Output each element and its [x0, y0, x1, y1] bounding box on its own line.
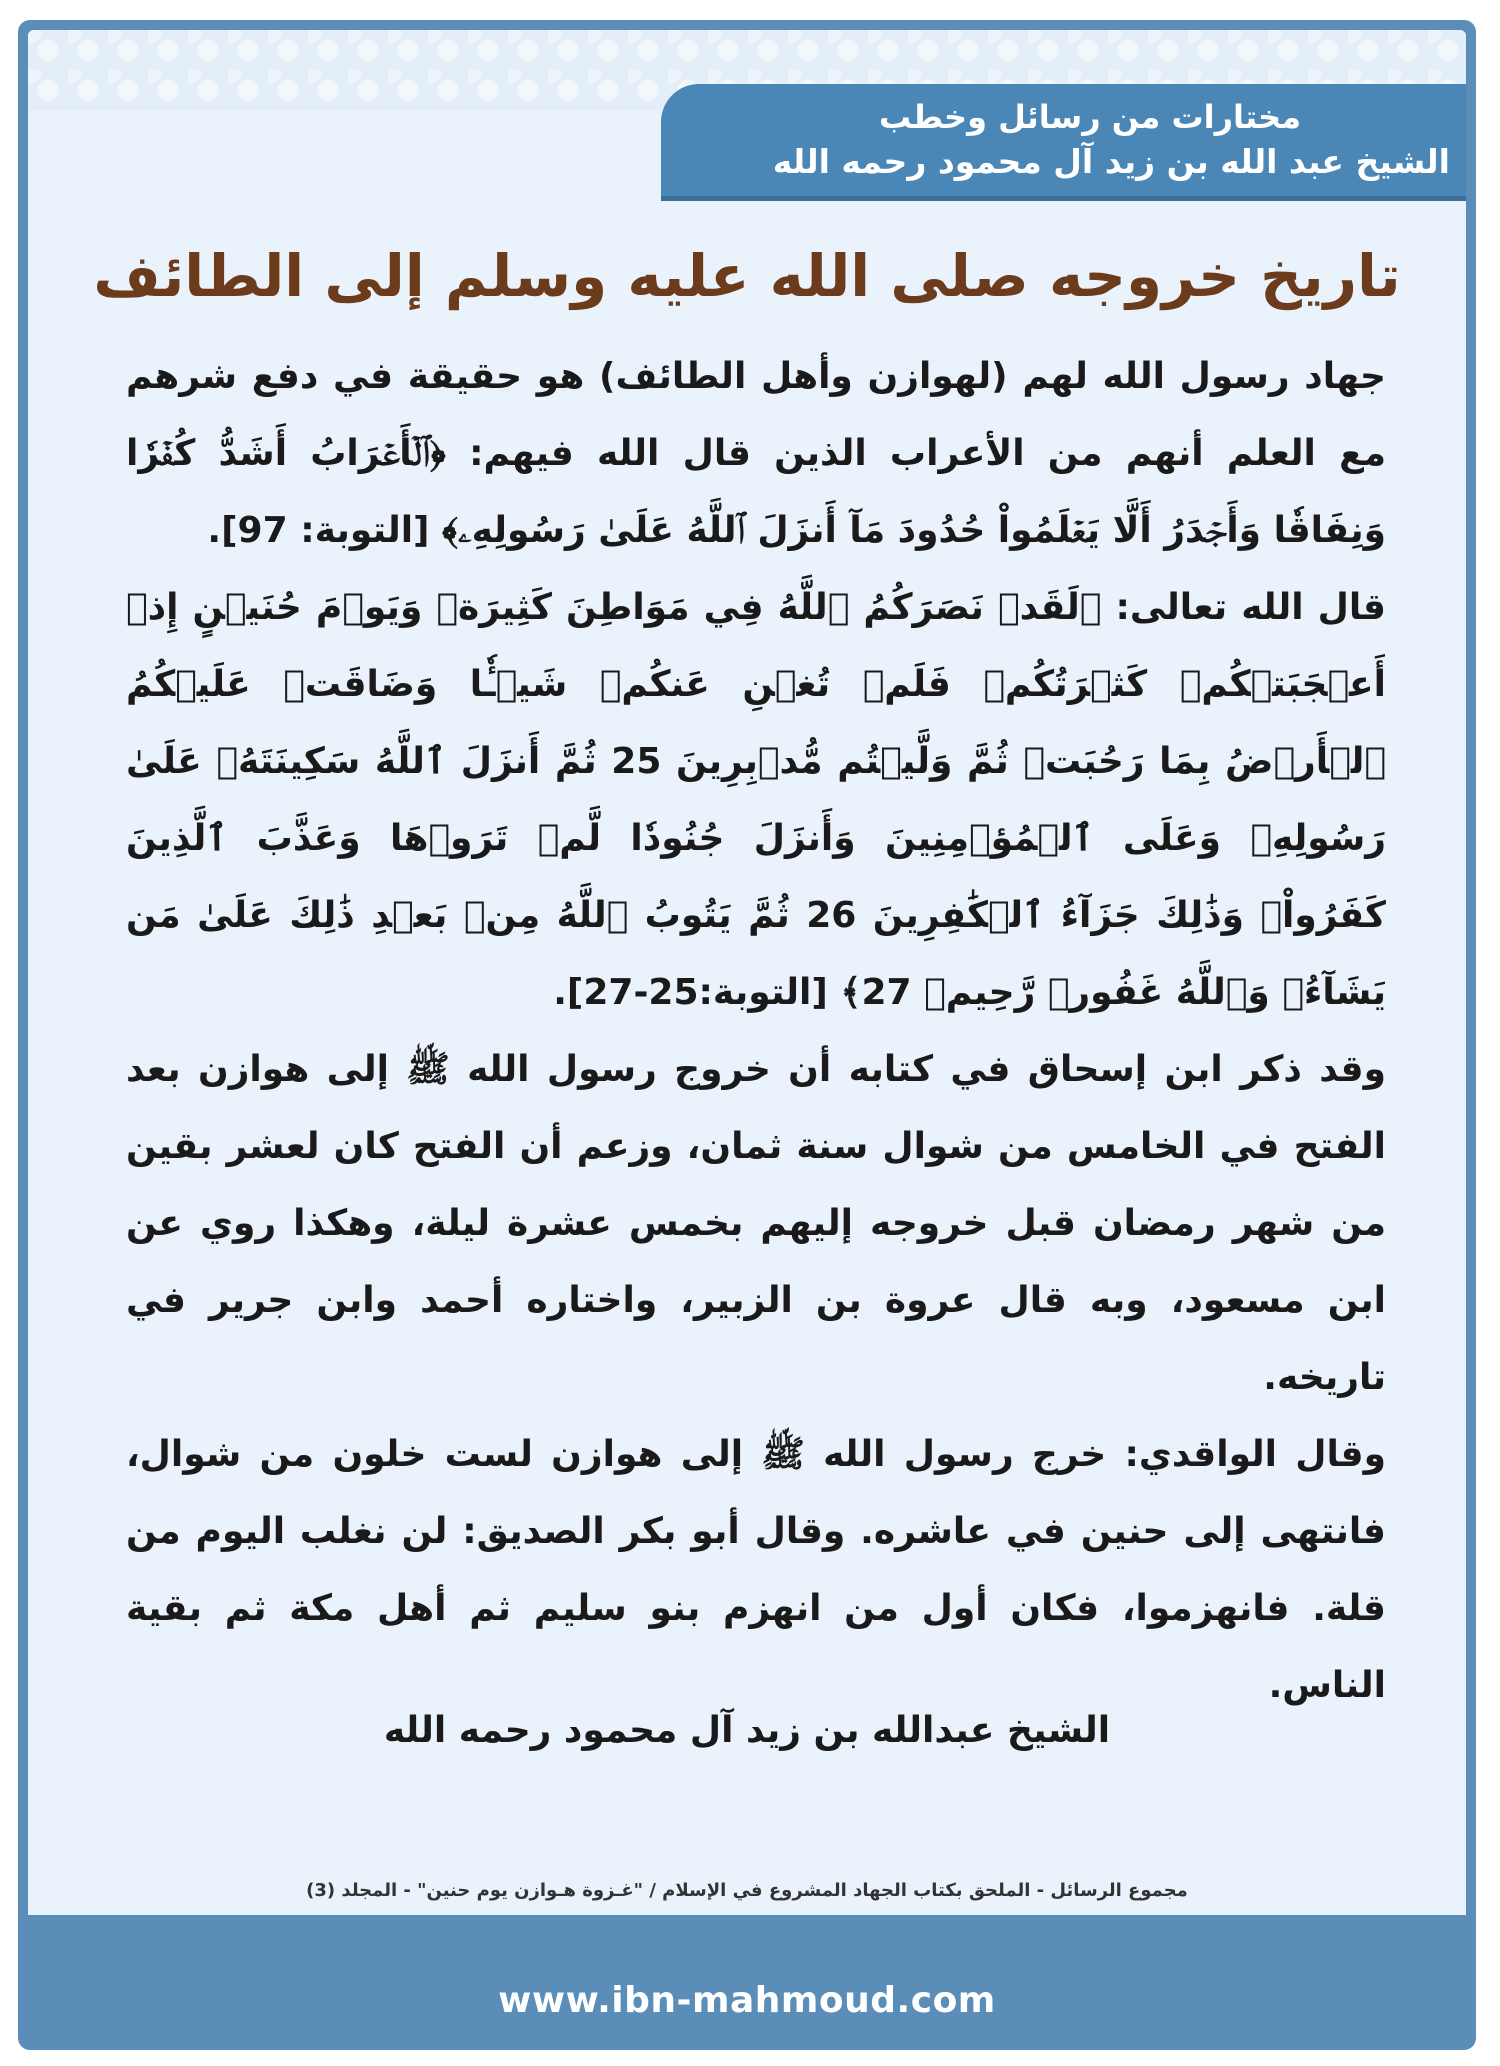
paragraph: وقال الواقدي: خرج رسول الله ﷺ إلى هوازن لست خلون من شوال، فانتهى إلى حنين في عاشره. وقال أبو بكر الصديق: لن نغلب اليوم من قلة. فانهزموا، فكان أول من انهزم بنو سليم ثم أهل مكة ثم بقية الناس. — [126, 1434, 1386, 1706]
article-title: تاريخ خروجه صلى الله عليه وسلم إلى الطائف — [93, 242, 1401, 310]
website-link[interactable]: www.ibn-mahmoud.com — [498, 1980, 996, 2021]
header-banner — [661, 84, 1466, 201]
page-frame — [18, 20, 1476, 2050]
content-panel — [28, 30, 1466, 1915]
paragraph: جهاد رسول الله لهم (لهوازن وأهل الطائف) هو حقيقة في دفع شرهم مع العلم أنهم من الأعراب الذين قال الله فيهم: ﴿ٱلۡأَعۡرَابُ أَشَدُّ كُفۡرٗا وَنِفَاقٗا وَأَجۡدَرُ أَلَّا يَعۡلَمُواْ حُدُودَ مَآ أَنزَلَ ٱللَّهُ عَلَىٰ رَسُولِهِۦ﴾ [التوبة: 97]. — [126, 356, 1386, 551]
header-author-name: الشيخ عبد الله بن زيد آل محمود رحمه الله — [772, 142, 1450, 181]
author-signature: الشيخ عبدالله بن زيد آل محمود رحمه الله — [383, 1710, 1111, 1751]
header-series-title: مختارات من رسائل وخطب — [878, 98, 1301, 136]
paragraph: قال الله تعالى: ﴿لَقَدۡ نَصَرَكُمُ ٱللَّهُ فِي مَوَاطِنَ كَثِيرَةٖ وَيَوۡمَ حُنَيۡنٍ إِذۡ أَعۡجَبَتۡكُمۡ كَثۡرَتُكُمۡ فَلَمۡ تُغۡنِ عَنكُمۡ شَيۡـٔٗا وَضَاقَتۡ عَلَيۡكُمُ ٱلۡأَرۡضُ بِمَا رَحُبَتۡ ثُمَّ وَلَّيۡتُم مُّدۡبِرِينَ 25 ثُمَّ أَنزَلَ ٱللَّهُ سَكِينَتَهُۥ عَلَىٰ رَسُولِهِۦ وَعَلَى ٱلۡمُؤۡمِنِينَ وَأَنزَلَ جُنُودٗا لَّمۡ تَرَوۡهَا وَعَذَّبَ ٱلَّذِينَ كَفَرُواْۚ وَذَٰلِكَ جَزَآءُ ٱلۡكَٰفِرِينَ 26 ثُمَّ يَتُوبُ ٱللَّهُ مِنۢ بَعۡدِ ذَٰلِكَ عَلَىٰ مَن يَشَآءُۗ وَٱللَّهُ غَفُورٞ رَّحِيمٞ 27﴾ [التوبة:25-27]. — [126, 587, 1387, 1013]
paragraph: وقد ذكر ابن إسحاق في كتابه أن خروج رسول الله ﷺ إلى هوازن بعد الفتح في الخامس من شوال سنة ثمان، وزعم أن الفتح كان لعشر بقين من شهر رمضان قبل خروجه إليهم بخمس عشرة ليلة، وهكذا روي عن ابن مسعود، وبه قال عروة بن الزبير، واختاره أحمد وابن جرير في تاريخه. — [126, 1049, 1386, 1398]
article-body — [126, 338, 1386, 1724]
source-citation: مجموع الرسائل - الملحق بكتاب الجهاد المشروع في الإسلام / "غـزوة هـوازن يوم حنين" - المجلد (3) — [306, 1880, 1188, 1901]
